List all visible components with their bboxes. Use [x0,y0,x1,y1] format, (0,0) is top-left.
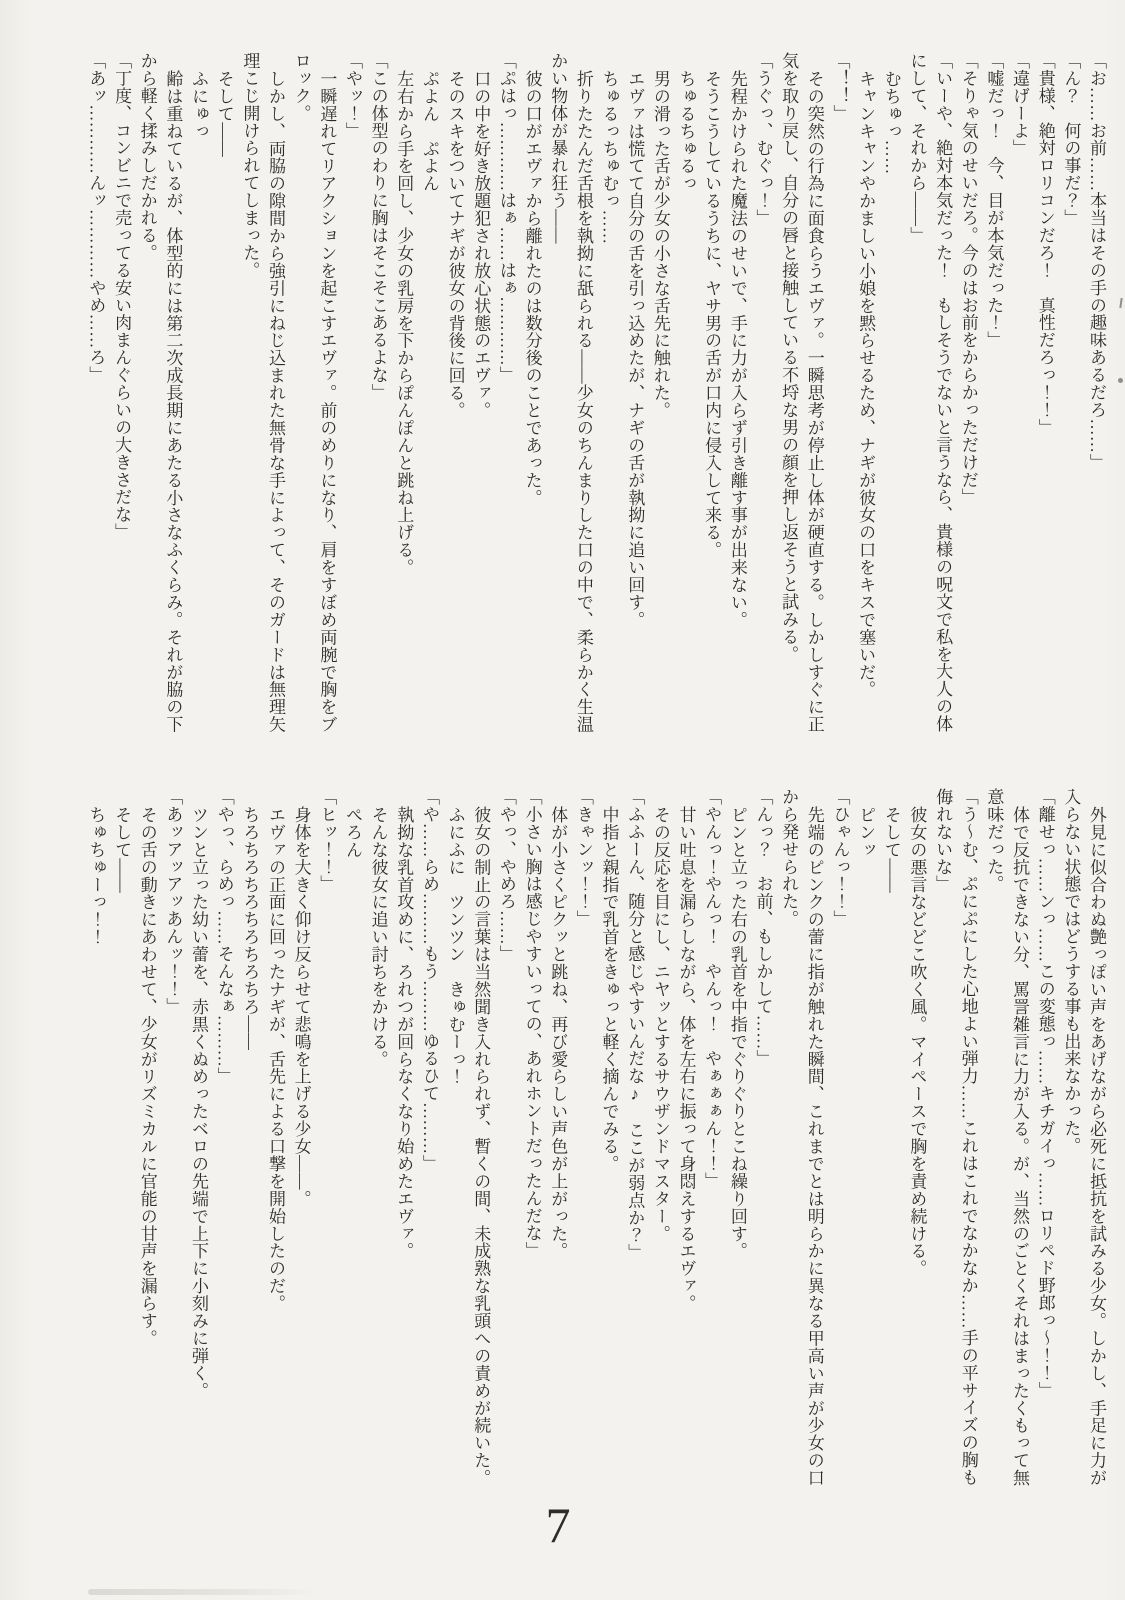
text-column-line: 身体を大きく仰け反らせて悲鳴を上げる少女――。 [291,805,311,1207]
text-column-line: 「小さい胸は感じやすいっての、あれホントだったんだな」 [522,788,542,1260]
scan-smudge [88,1589,318,1595]
text-column-line: から発せられた。 [779,788,799,928]
text-column-line: 「ぷはっ…………はぁ……はぁ…………」 [496,52,516,384]
text-column-line: から軽く揉みしだかれる。 [137,52,157,262]
text-column-line: 「やっ、やめろ……」 [496,788,516,963]
text-column-line: そうこうしているうちに、ヤサ男の舌が口内に侵入して来る。 [702,69,722,559]
text-column-line: にして、それから――」 [907,52,927,244]
text-column-line: 「そりゃ気のせいだろ。今のはお前をからかっただけだ」 [958,52,978,506]
text-column-line: 「やッ！」 [342,52,362,140]
text-column-line: 「あッアッアッあんッ！！」 [163,788,183,1015]
text-column-line: エヴァは慌てて自分の舌を引っ込めたが、ナギの舌が執拗に追い回す。 [625,69,645,628]
text-column-line: 「ひゃんっ！！」 [830,788,850,928]
text-column-line: 体で反抗できない分、罵詈雑言に力が入る。が、当然のごとくそれはまったくもって無 [1010,805,1030,1487]
text-column-line: 「う～む、ぷにぷにした心地よい弾力……これはこれでなかなか……手の平サイズの胸も [958,788,978,1486]
text-column-line: 「あッ…………んッ…………やめ……ろ」 [86,52,106,384]
text-column-line: ちゅちゅーっ！！ [86,805,106,946]
text-column-line: 「貴様、絶対ロリコンだろ！ 真性だろっ！！」 [1035,52,1055,436]
text-column-line: かい物体が暴れ狂う―― [548,52,568,244]
text-column-line: 甘い吐息を漏らしながら、体を左右に振って身悶えするエヴァ。 [676,805,696,1312]
text-column-line: 「ヒッ！！」 [317,788,337,893]
text-column-line: ふにゅっ [189,69,209,140]
text-column-line: 彼女の悪言などどこ吹く風。マイペースで胸を責め続ける。 [907,805,927,1277]
text-column-line: ちゅるっちゅむっ…… [599,69,619,244]
text-column-line: ピンと立った右の乳首を中指でぐりぐりとこね繰り回す。 [727,805,747,1260]
text-column-line: 入らない状態ではどうする事も出来なかった。 [1061,788,1081,1155]
text-column-line: その反応を目にし、ニヤッとするサウザンドマスター。 [650,805,670,1242]
text-column-line: 「お……お前……本当はその手の趣味あるだろ……」 [1087,52,1106,471]
text-column-line: 「きゃンッ！！」 [573,788,593,928]
text-column-line: 彼の口がエヴァから離れたのは数分後のことであった。 [522,69,542,506]
text-column-line: 「ん？ 何の事だ？」 [1061,52,1081,227]
text-column-line: 先端のピンクの蕾に指が触れた瞬間、これまでとは明らかに異なる甲高い声が少女の口 [804,805,824,1487]
text-column-line: ちろちろちろちろちろちろ―― [240,805,260,1050]
text-column-line: 口の中を好き放題犯され放心状態のエヴァ。 [471,69,491,419]
text-column-line: 彼女の制止の言葉は当然聞き入れられず、暫くの間、未成熟な乳頭への責めが続いた。 [471,805,491,1487]
text-column-line: ツンと立った幼い蕾を、赤黒くぬめったベロの先端で上下に小刻みに弾く。 [189,805,209,1399]
text-column-line: そして―― [112,805,132,893]
text-column-line: ピンッ [856,805,876,858]
text-column-line: ちゅるちゅるっ [676,69,696,192]
text-column-line: 「この体型のわりに胸はそこそこあるよな」 [368,52,388,401]
text-column-line: 気を取り戻し、自分の唇と接触している不埒な男の顔を押し返そうと試みる。 [779,52,799,663]
text-column-line: 意味だった。 [984,788,1004,893]
text-column-line: その突然の行為に面食らうエヴァ。一瞬思考が停止し体が硬直する。しかしすぐに正 [804,69,824,733]
text-column-line: 先程かけられた魔法のせいで、手に力が入らず引き離す事が出来ない。 [727,69,747,628]
text-column-line: ぺろん [342,805,362,858]
text-column-line: 「やんっ！やんっ！ やんっ！ やぁぁぁん！！」 [702,788,722,1190]
text-column-line: そんな彼女に追い討ちをかける。 [368,805,388,1068]
text-column-line: 一瞬遅れてリアクションを起こすエヴァ。前のめりになり、肩をすぼめ両腕で胸をブ [317,69,337,733]
text-column-line: 左右から手を回し、少女の乳房を下からぽんぽんと跳ね上げる。 [394,69,414,576]
text-column-line: ふにふに ツンツン きゅむーっ！ [445,805,465,1085]
text-column-line: その舌の動きにあわせて、少女がリズミカルに官能の甘声を漏らす。 [137,805,157,1347]
text-column-line: 「離せっ……ンっ……この変態っ……キチガイっ……ロリペド野郎っ～！！」 [1035,788,1055,1399]
scan-speck-icon [1118,378,1123,383]
text-column-line: 「ふふーん、随分と感じやすいんだな♪ ここが弱点か？」 [625,788,645,1262]
text-column-line: ぷよん ぷよん [419,69,439,192]
text-column-line: 「嘘だっ！ 今、目が本気だった！」 [984,52,1004,349]
text-column-line: 齢は重ねているが、体型的には第二次成長期にあたる小さなふくらみ。それが脇の下 [163,69,183,733]
text-column-line: 理こじ開けられてしまった。 [240,52,260,279]
text-column-line: そして―― [881,805,901,893]
text-column-line: 男の滑った舌が少女の小さな舌先に触れた。 [650,69,670,419]
text-column-line: 中指と親指で乳首をきゅっと軽く摘んでみる。 [599,805,619,1172]
text-column-line: 「いーや、絶対本気だった！ もしそうでないと言うなら、貴様の呪文で私を大人の体 [933,52,953,733]
scan-speck-icon [1119,298,1122,308]
text-column-line: そして―― [214,69,234,157]
text-column-line: ロック。 [291,52,311,122]
text-column-line: エヴァの正面に回ったナギが、舌先による口撃を開始したのだ。 [266,805,285,1312]
top-text-block [83,52,1109,752]
text-column-line: 体が小さくピクッと跳ね、再び愛らしい声色が上がった。 [548,805,568,1260]
text-column-line: 「や……らめ………もう………ゆるひて………」 [419,788,439,1172]
text-column-line: 「違げーよ」 [1010,52,1030,157]
text-column-line: 「んっ？ お前、もしかして……」 [753,788,773,1068]
bottom-text-block [83,788,1109,1494]
text-column-line: そのスキをついてナギが彼女の背後に回る。 [445,69,465,419]
text-column-line: 「！！」 [830,52,850,122]
text-column-line: 執拗な乳首攻めに、ろれつが回らなくなり始めたエヴァ。 [394,805,414,1260]
text-column-line: 折りたたんだ舌根を執拗に舐られる――少女のちんまりした口の中で、柔らかく生温 [573,69,593,733]
text-column-line: 外見に似合わぬ艶っぽい声をあげながら必死に抵抗を試みる少女。しかし、手足に力が [1087,805,1106,1487]
text-column-line: むちゅっ…… [881,69,901,175]
page-number: 7 [545,1497,571,1553]
text-column-line: キャンキャンやかましい小娘を黙らせるため、ナギが彼女の口をキスで塞いだ。 [856,69,876,698]
text-column-line: 「うぐっ、むぐっ！」 [753,52,773,227]
text-column-line: 「丁度、コンビニで売ってる安い肉まんぐらいの大きさだな」 [112,52,132,541]
text-column-line: しかし、両脇の隙間から強引にねじ込まれた無骨な手によって、そのガードは無理矢 [266,69,285,733]
text-column-line: 「やっ、らめっ……そんなぁ………」 [214,788,234,1085]
text-column-line: 侮れないな」 [933,788,953,893]
